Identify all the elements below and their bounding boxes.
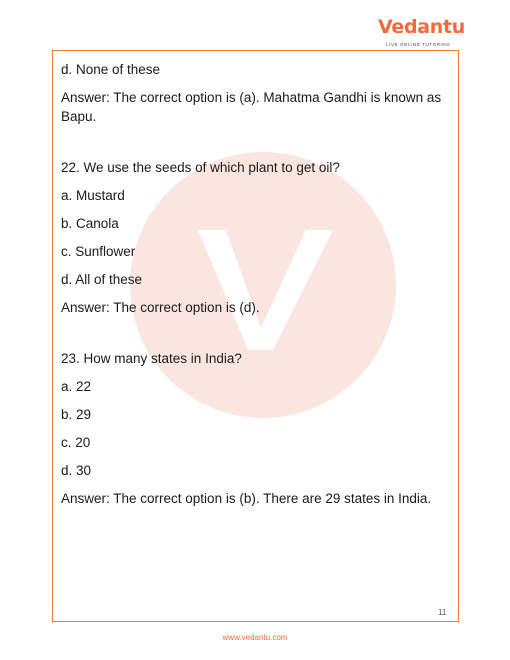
answer-line: Answer: The correct option is (d). xyxy=(61,300,260,315)
page-number: 11 xyxy=(438,608,447,617)
question-line: 22. We use the seeds of which plant to get oil? xyxy=(61,160,340,175)
option-line: d. None of these xyxy=(61,62,161,77)
option-line: d. 30 xyxy=(61,463,92,478)
option-line: a. 22 xyxy=(61,379,92,394)
option-line: b. 29 xyxy=(61,407,92,422)
spacer xyxy=(61,323,453,349)
answer-line: Answer: The correct option is (a). Mahatma Gandhi is known as Bapu. xyxy=(61,90,442,124)
option-line: c. Sunflower xyxy=(61,244,136,259)
spacer xyxy=(61,132,453,158)
vedantu-logo xyxy=(372,16,466,47)
option-line: c. 20 xyxy=(61,435,91,450)
question-line: 23. How many states in India? xyxy=(61,351,242,366)
option-line: b. Canola xyxy=(61,216,119,231)
logo-wordmark: Vedantu xyxy=(378,16,466,38)
option-line: d. All of these xyxy=(61,272,143,287)
answer-line: Answer: The correct option is (b). There are 29 states in India. xyxy=(61,491,432,506)
option-line: a. Mustard xyxy=(61,188,125,203)
logo-tagline: LIVE ONLINE TUTORING xyxy=(386,42,451,47)
document-body xyxy=(61,60,453,514)
footer-website-link[interactable]: www.vedantu.com xyxy=(222,633,288,642)
